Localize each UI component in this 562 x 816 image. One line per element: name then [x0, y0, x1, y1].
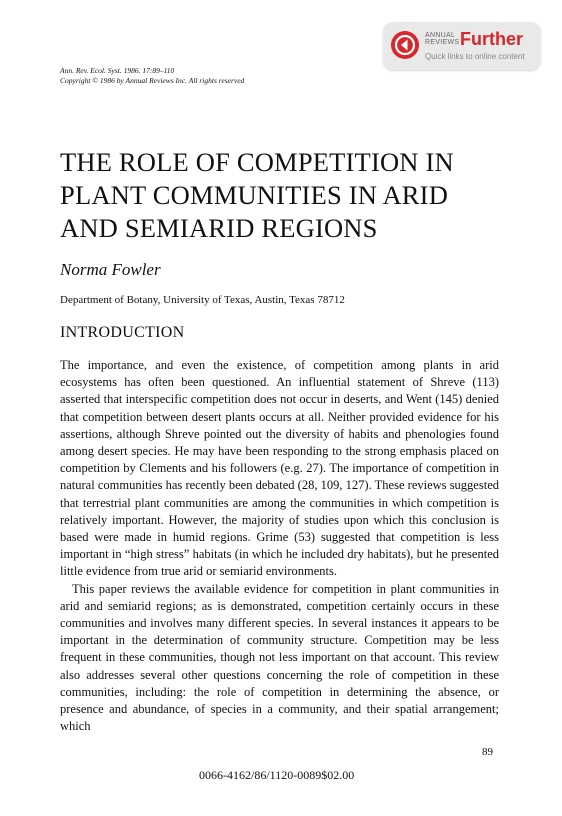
body-text — [60, 357, 499, 735]
banner-annual-reviews-text — [425, 32, 460, 46]
title-line: PLANT COMMUNITIES IN ARID — [60, 180, 449, 210]
paragraph: This paper reviews the available evidence for competition in plant communities in arid and semiarid regions; as is demonstrated, competition certainly occurs in these communities and involves many different species. In several instances it appears to be important in the determination of community structure. Competition may be less frequent in these communities, though not less important on that account. This review also addresses several other questions concerning the role of competition in these communities, including: the role of competition in determining the absence, or presence and abundance, of species in a community, and their spatial arrangement; which — [60, 581, 499, 734]
article-code: 0066-4162/86/1120-0089$02.00 — [199, 768, 355, 782]
page-number: 89 — [482, 746, 493, 758]
banner-further-label: Further — [460, 29, 523, 49]
article-title — [60, 146, 520, 245]
title-line: THE ROLE OF COMPETITION IN — [60, 147, 454, 177]
banner-subtitle: Quick links to online content — [425, 52, 525, 61]
paragraph: The importance, and even the existence, of competition among plants in arid ecosystems has often been questioned. An influential statement of Shreve (113) asserted that interspecific competition does not occur in deserts, and Went (145) denied that competition between desert plants occurs at all. Neither provided evidence for his assertions, although Shreve pointed out the diversity of habits and phenologies found among desert species. He may have been responding to the strong emphasis placed on competition by Clements and his followers (e.g. 27). The importance of competition in natural communities has recently been debated (28, 109, 127). These reviews suggested that terrestrial plant communities are among the communities in which competition is relatively important. However, the majority of studies upon which this conclusion is based were made in humid regions. Grime (53) suggested that competition is less important in “high stress” habitats (in which he included dry habitats), but he presented little evidence from true arid or semiarid environments. — [60, 358, 499, 579]
author-affiliation: Department of Botany, University of Texas, Austin, Texas 78712 — [60, 294, 345, 306]
title-line: AND SEMIARID REGIONS — [60, 213, 378, 243]
annual-reviews-further-banner[interactable] — [383, 22, 541, 70]
journal-citation: Ann. Rev. Ecol. Syst. 1986. 17:89–110 — [60, 66, 175, 75]
journal-header — [60, 66, 244, 86]
banner-annual-label: ANNUAL — [425, 32, 456, 39]
author-name: Norma Fowler — [60, 260, 161, 279]
section-heading: INTRODUCTION — [60, 324, 185, 341]
annual-reviews-logo-icon — [391, 31, 419, 59]
banner-reviews-label: REVIEWS — [425, 39, 460, 46]
copyright-line: Copyright © 1986 by Annual Reviews Inc. All rights reserved — [60, 76, 245, 85]
